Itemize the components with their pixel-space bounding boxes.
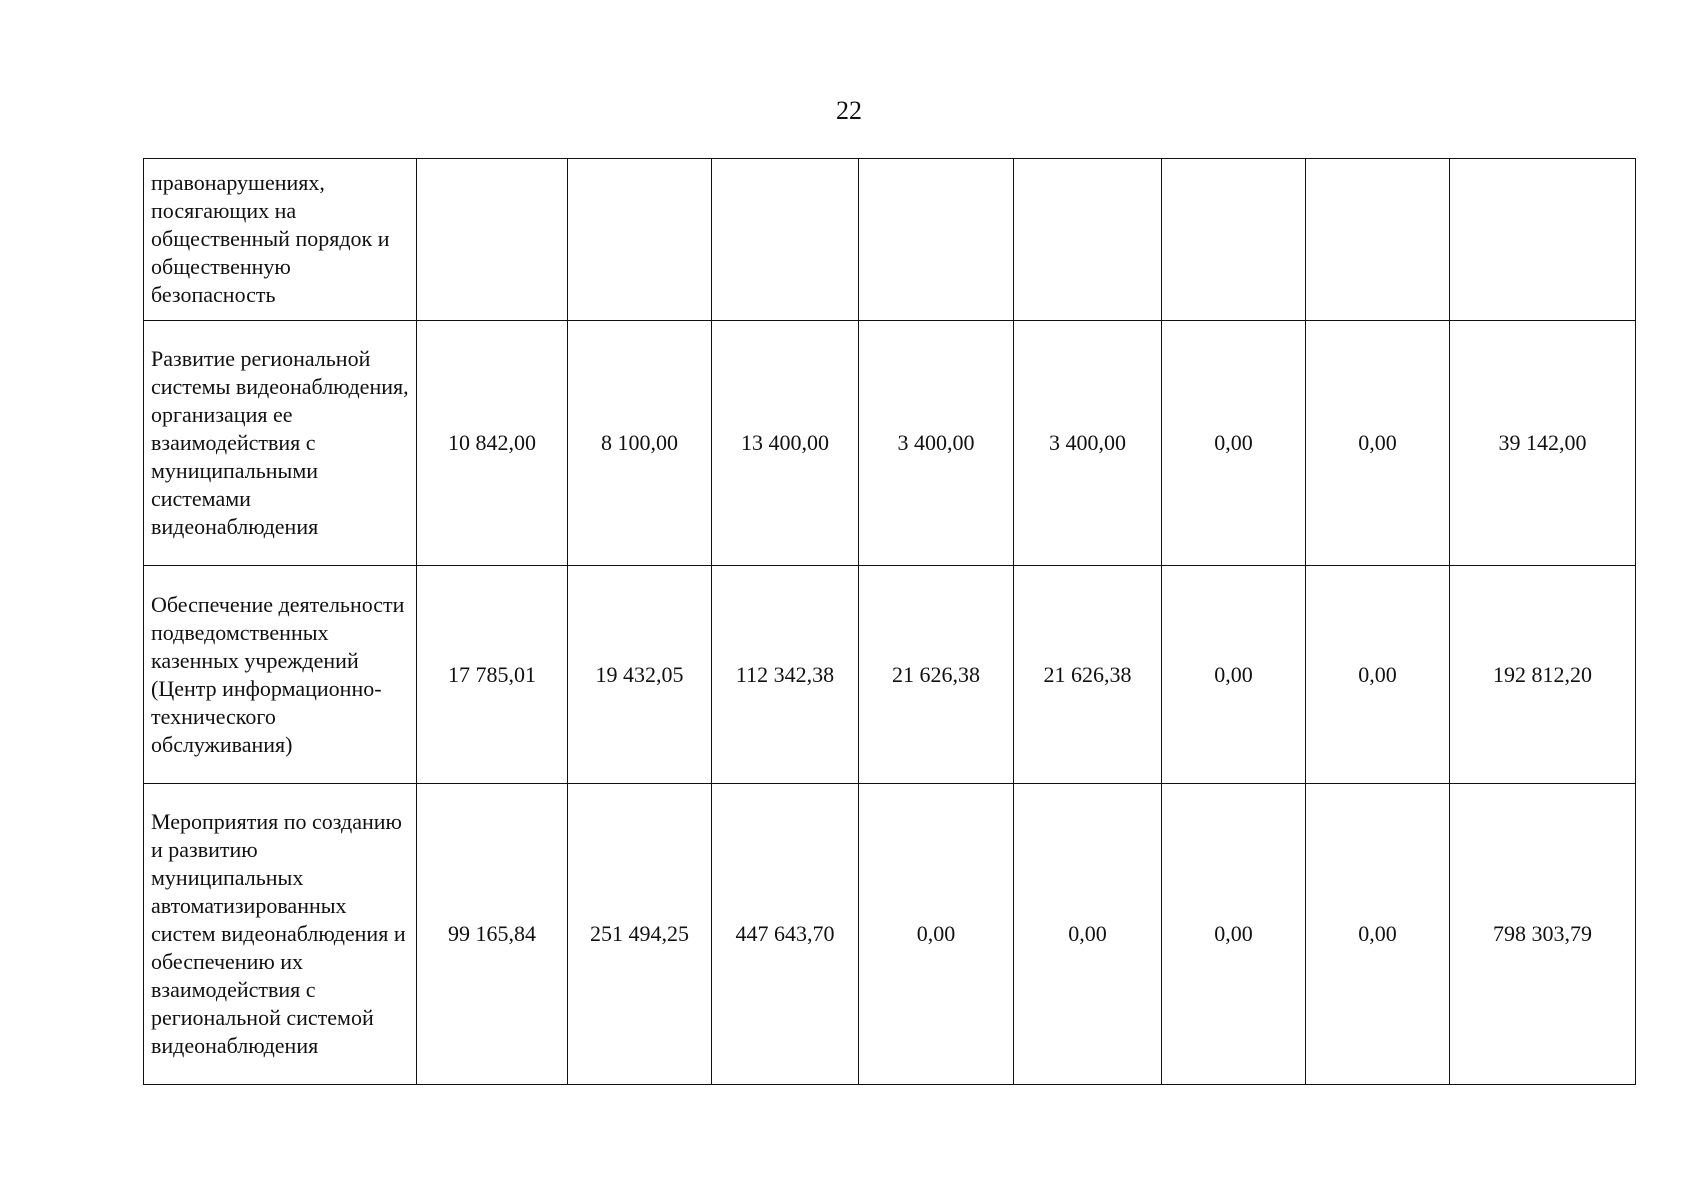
table-cell: 0,00 bbox=[1014, 784, 1162, 1085]
table-cell: 0,00 bbox=[1162, 566, 1306, 784]
table-cell bbox=[859, 159, 1014, 321]
table-cell: 447 643,70 bbox=[712, 784, 859, 1085]
table-cell bbox=[1450, 159, 1636, 321]
table-cell: 99 165,84 bbox=[417, 784, 568, 1085]
row-label: Мероприятия по созданию и развитию муниципальных автоматизированных систем видеонаблюдения и обеспечению их взаимодействия с региональной системой видеонаблюдения bbox=[144, 784, 417, 1085]
table-cell: 21 626,38 bbox=[1014, 566, 1162, 784]
table-cell: 10 842,00 bbox=[417, 321, 568, 566]
budget-table bbox=[143, 158, 1636, 1085]
table-cell: 13 400,00 bbox=[712, 321, 859, 566]
table-cell: 251 494,25 bbox=[568, 784, 712, 1085]
table-row bbox=[144, 159, 1636, 321]
table-cell bbox=[568, 159, 712, 321]
table-cell: 798 303,79 bbox=[1450, 784, 1636, 1085]
row-label: Обеспечение деятельности подведомственных казенных учреждений (Центр информационно-технического обслуживания) bbox=[144, 566, 417, 784]
page-number: 22 bbox=[836, 96, 862, 125]
table-cell: 21 626,38 bbox=[859, 566, 1014, 784]
table-cell bbox=[1014, 159, 1162, 321]
table-cell: 112 342,38 bbox=[712, 566, 859, 784]
table-cell: 17 785,01 bbox=[417, 566, 568, 784]
table-cell bbox=[1162, 159, 1306, 321]
table-cell: 0,00 bbox=[1306, 784, 1450, 1085]
table-cell: 192 812,20 bbox=[1450, 566, 1636, 784]
table-cell: 8 100,00 bbox=[568, 321, 712, 566]
table-cell: 0,00 bbox=[859, 784, 1014, 1085]
table-cell: 0,00 bbox=[1306, 566, 1450, 784]
table-cell: 39 142,00 bbox=[1450, 321, 1636, 566]
table-row bbox=[144, 321, 1636, 566]
table-cell bbox=[712, 159, 859, 321]
table-row bbox=[144, 566, 1636, 784]
table-cell: 3 400,00 bbox=[1014, 321, 1162, 566]
table-row bbox=[144, 784, 1636, 1085]
table-cell: 0,00 bbox=[1162, 321, 1306, 566]
table-cell: 3 400,00 bbox=[859, 321, 1014, 566]
row-label: Развитие региональной системы видеонаблюдения, организация ее взаимодействия с муниципальными системами видеонаблюдения bbox=[144, 321, 417, 566]
row-label: правонарушениях, посягающих на общественный порядок и общественную безопасность bbox=[144, 159, 417, 321]
table-cell bbox=[1306, 159, 1450, 321]
table-cell: 0,00 bbox=[1162, 784, 1306, 1085]
table-cell: 0,00 bbox=[1306, 321, 1450, 566]
table-cell bbox=[417, 159, 568, 321]
table-cell: 19 432,05 bbox=[568, 566, 712, 784]
